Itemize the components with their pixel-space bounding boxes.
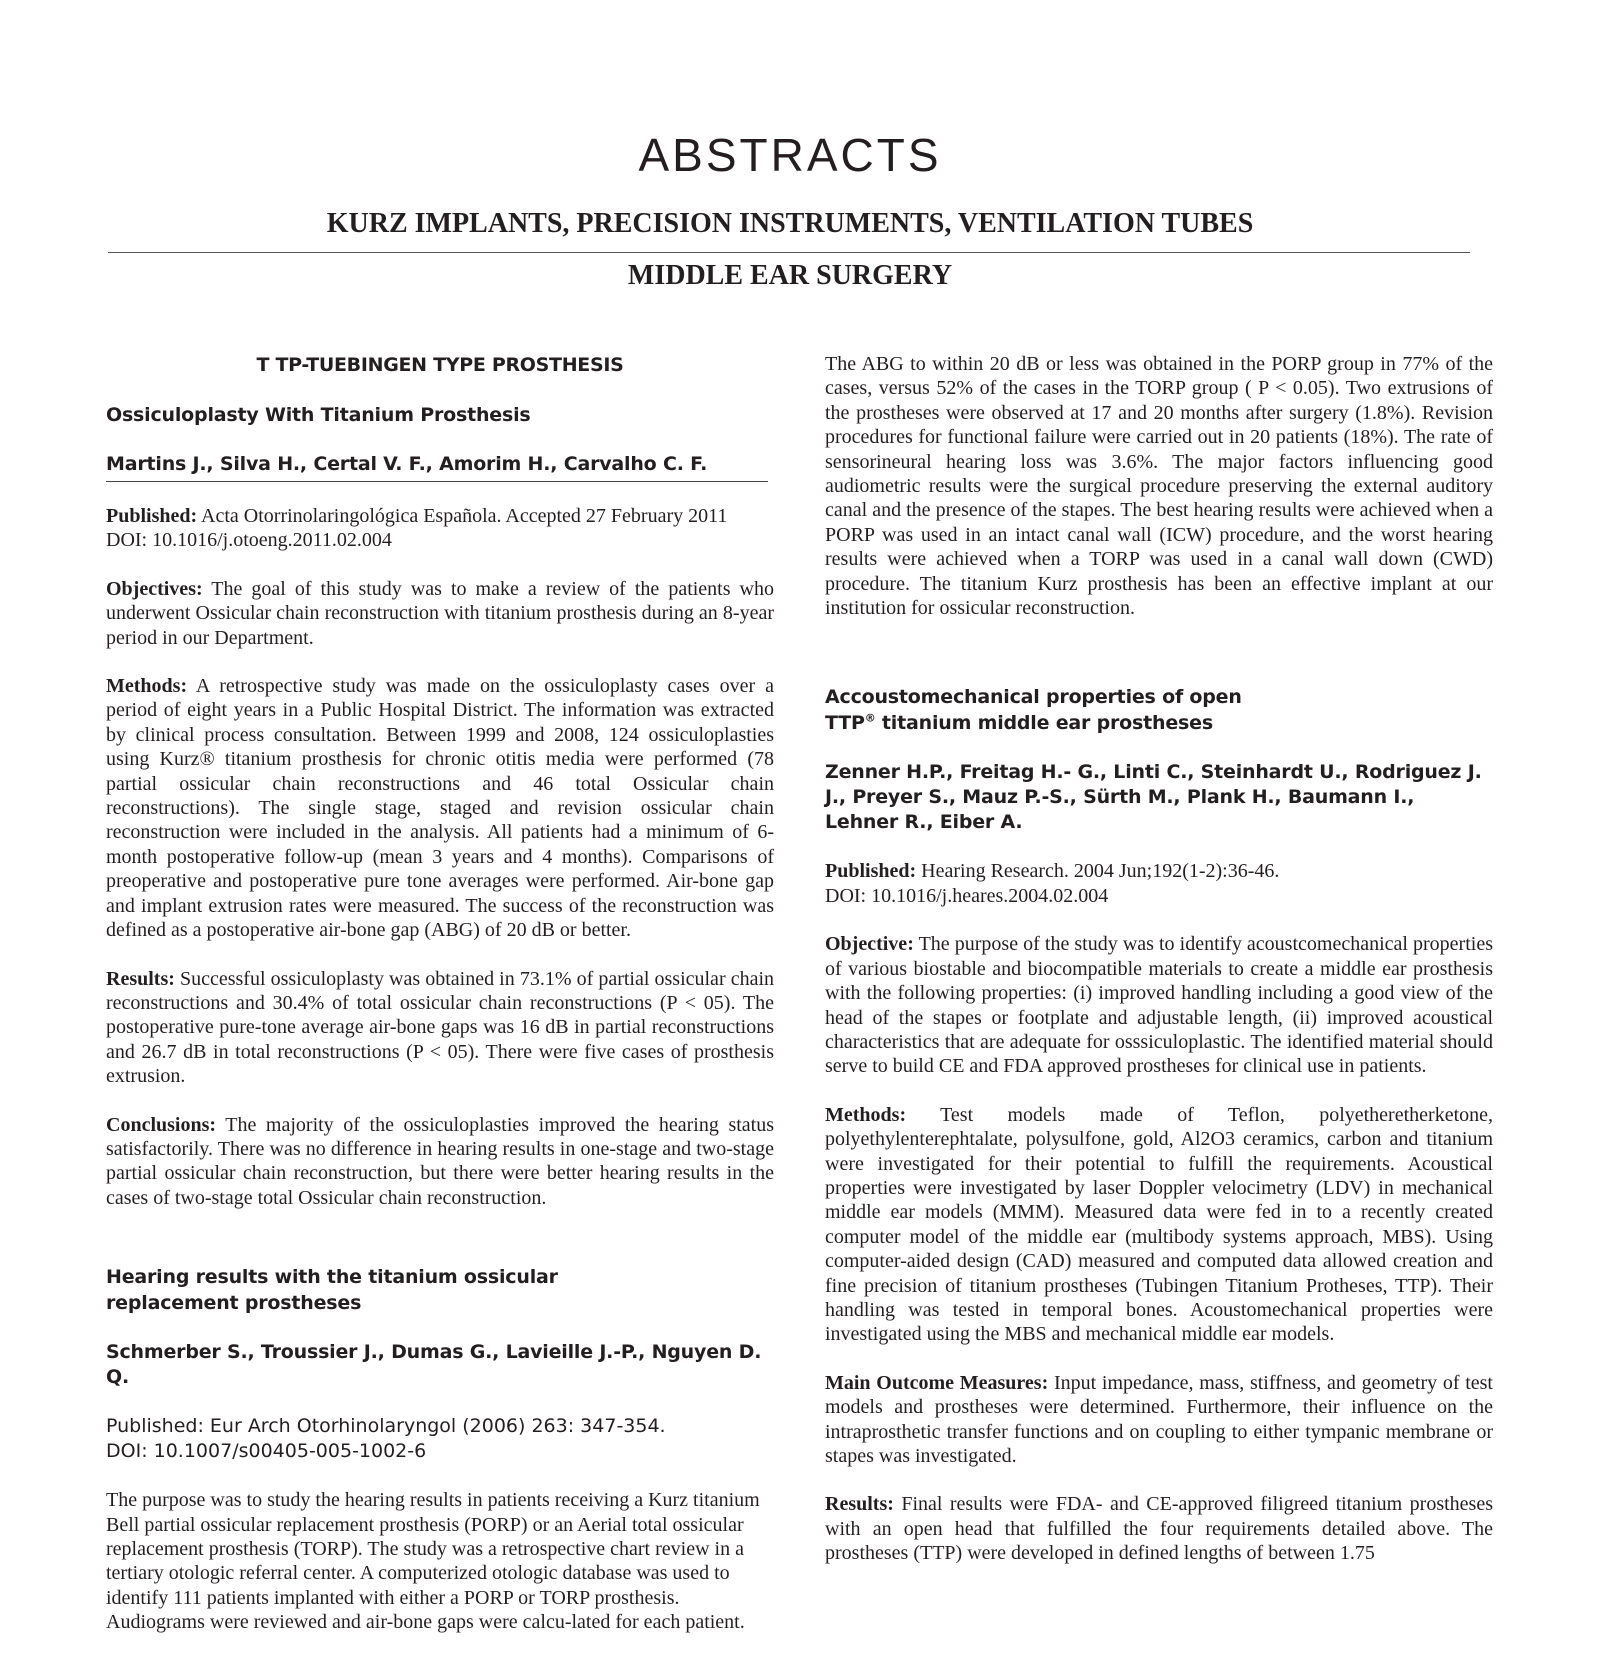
methods-text: Test models made of Teflon, polyetheretherketone, polyethylenterephtalate, polysulfone, gold, Al2O3 ceramics, carbon and titanium were investigated for their potential to fulfill the requirements. Acoustical properties were investigated by laser Doppler velocimetry (LDV) in mechanical middle ear models (MMM). Measured data were fed in to a recently created computer model of the middle ear (multibody systems approach, MBS). Using computer-aided design (CAD) measured and computed data allowed creation and fine precision of titanium prostheses (Tubingen Titanium Protheses, TTP). Their handling was tested in temporal bones. Acoustomechanical properties were investigated using the MBS and mechanical middle ear models. bbox=[825, 1103, 1493, 1346]
article-title: Ossiculoplasty With Titanium Prosthesis bbox=[106, 404, 531, 426]
outcome-text: Input impedance, mass, stiffness, and geometry of test models and prostheses were determined. Furthermore, their influence on the intraprosthetic transfer functions and on coupling to either tympanic membrane or stapes was investigated. bbox=[825, 1371, 1493, 1467]
doi: DOI: 10.1007/s00405-005-1002-6 bbox=[106, 1440, 427, 1463]
methods-text: A retrospective study was made on the ossiculoplasty cases over a period of eight years in a Public Hospital District. The information was extracted by clinical process consultation. Between 1999 and 2008, 124 ossiculoplasties using Kurz® titanium prosthesis for chronic otitis media were performed (78 partial ossicular chain reconstructions and 46 total Ossicular chain reconstructions). The single stage, staged and revision ossicular chain reconstruction were included in the analysis. All patients had a minimum of 6-month postoperative follow-up (mean 3 years and 4 months). Comparisons of preoperative and postoperative pure tone averages were performed. Air-bone gap and implant extrusion rates were measured. The success of the reconstruction was defined as a postoperative air-bone gap (ABG) of 20 dB or better. bbox=[106, 675, 774, 942]
results-text: Successful ossiculoplasty was obtained in 73.1% of partial ossicular chain reconstructions and 30.4% of total ossicular chain reconstructions (P < 05). The postoperative pure-tone average air-bone gaps was 16 dB in partial reconstructions and 26.7 dB in total reconstructions (P < 05). There were five cases of prosthesis extrusion. bbox=[106, 967, 774, 1088]
page-title: ABSTRACTS bbox=[638, 129, 942, 181]
objectives-label: Objectives: bbox=[106, 577, 203, 600]
objective-paragraph bbox=[825, 932, 1493, 1078]
article-title-line1: Hearing results with the titanium ossicular bbox=[106, 1266, 558, 1289]
conclusions-text: The majority of the ossiculoplasties improved the hearing status satisfactorily. There was no difference in hearing results in one-stage and two-stage partial ossicular chain reconstruction, but there were better hearing results in the cases of two-stage total Ossicular chain reconstruction. bbox=[106, 1113, 774, 1209]
article-authors: Schmerber S., Troussier J., Dumas G., Lavieille J.-P., Nguyen D. Q. bbox=[106, 1341, 762, 1389]
published-value: Hearing Research. 2004 Jun;192(1-2):36-46. bbox=[916, 860, 1280, 883]
article-publication bbox=[106, 1414, 774, 1464]
article-title-line2: replacement prostheses bbox=[106, 1292, 362, 1315]
left-column bbox=[106, 340, 774, 1659]
published-label: Published: bbox=[825, 860, 917, 883]
conclusions-label: Conclusions: bbox=[106, 1113, 217, 1136]
right-column bbox=[825, 352, 1493, 1590]
published-value: Published: Eur Arch Otorhinolaryngol (2006) 263: 347-354. bbox=[106, 1415, 666, 1438]
article-title bbox=[106, 1264, 774, 1316]
article-title bbox=[825, 684, 1493, 736]
doi: DOI: 10.1016/j.otoeng.2011.02.004 bbox=[106, 529, 392, 552]
methods-paragraph bbox=[106, 674, 774, 942]
outcome-paragraph bbox=[825, 1371, 1493, 1469]
article-authors: Zenner H.P., Freitag H.- G., Linti C., Steinhardt U., Rodriguez J. J., Preyer S., Mauz P.-S., Sürth M., Plank H., Baumann I., Lehner R., Eiber A. bbox=[825, 761, 1482, 834]
methods-label: Methods: bbox=[825, 1103, 907, 1126]
article-ossiculoplasty bbox=[106, 402, 774, 1210]
conclusions-paragraph bbox=[106, 1113, 774, 1211]
methods-label: Methods: bbox=[106, 675, 188, 698]
article-title-ttp: TTP bbox=[825, 712, 865, 735]
results-label: Results: bbox=[106, 967, 175, 990]
outcome-label: Main Outcome Measures: bbox=[825, 1371, 1049, 1394]
results-paragraph bbox=[106, 967, 774, 1089]
published-label: Published: bbox=[106, 505, 198, 527]
section-heading: T TP-TUEBINGEN TYPE PROSTHESIS bbox=[256, 354, 624, 376]
article-publication bbox=[106, 504, 774, 553]
objective-text: The purpose of the study was to identify acoustcomechanical properties of various biostable and biocompatible materials to create a middle ear prosthesis with the following properties: (i) improved handling including a good view of the head of the stapes or footplate and adjustable length, (ii) improved acoustical characteristics that are adequate for osssiculoplastic. The identified material should serve to build CE and FDA approved prostheses for clinical use in patients. bbox=[825, 933, 1493, 1078]
registered-mark: ® bbox=[864, 712, 876, 726]
section-title: MIDDLE EAR SURGERY bbox=[627, 260, 953, 291]
article-accoustomechanical bbox=[825, 684, 1493, 1565]
article-continued-paragraph: The ABG to within 20 dB or less was obtained in the PORP group in 77% of the cases, versus 52% of the cases in the TORP group ( P < 0.05). Two extrusions of the prostheses were observed at 17 and 20 months after surgery (1.8%). Revision procedures for functional failure were carried out in 20 patients (18%). The rate of sensorineural hearing loss was 3.6%. The major factors influencing good audiometric results were the surgical procedure preserving the external auditory canal and the presence of the stapes. The best hearing results were achieved when a PORP was used in an intact canal wall (ICW) procedure, and the worst hearing results were achieved when a TORP was used in a canal wall down (CWD) procedure. The titanium Kurz prosthesis has been an effective implant at our institution for ossicular reconstruction. bbox=[825, 353, 1493, 620]
objectives-paragraph bbox=[106, 577, 774, 650]
article-title-line2: titanium middle ear prostheses bbox=[875, 712, 1213, 735]
article-hearing-results bbox=[106, 1264, 774, 1634]
objectives-text: The goal of this study was to make a review of the patients who underwent Ossicular chain reconstruction with titanium prosthesis during an 8-year period in our Department. bbox=[106, 577, 774, 649]
article-title-line1: Accoustomechanical properties of open bbox=[825, 686, 1242, 709]
published-value: Acta Otorrinolaringológica Española. Accepted 27 February 2011 bbox=[197, 505, 728, 527]
header-divider bbox=[108, 252, 1470, 253]
doi: DOI: 10.1016/j.heares.2004.02.004 bbox=[825, 884, 1109, 907]
page-subtitle: KURZ IMPLANTS, PRECISION INSTRUMENTS, VENTILATION TUBES bbox=[326, 208, 1254, 239]
article-publication bbox=[825, 859, 1493, 908]
objective-label: Objective: bbox=[825, 933, 914, 956]
results-paragraph bbox=[825, 1492, 1493, 1565]
article-authors: Martins J., Silva H., Certal V. F., Amorim H., Carvalho C. F. bbox=[106, 452, 768, 482]
article-body: The purpose was to study the hearing results in patients receiving a Kurz titanium Bell partial ossicular replacement prosthesis (PORP) or an Aerial total ossicular replacement prosthesis (TORP). The study was a retrospective chart review in a tertiary otologic referral center. A computerized otologic database was used to identify 111 patients implanted with either a PORP or TORP prosthesis. Audiograms were reviewed and air-bone gaps were calcu-lated for each patient. bbox=[106, 1489, 760, 1634]
results-text: Final results were FDA- and CE-approved filigreed titanium prostheses with an open head that fulfilled the four requirements detailed above. The prostheses (TTP) were developed in defined lengths of between 1.75 bbox=[825, 1493, 1493, 1565]
results-label: Results: bbox=[825, 1493, 894, 1516]
methods-paragraph bbox=[825, 1103, 1493, 1347]
